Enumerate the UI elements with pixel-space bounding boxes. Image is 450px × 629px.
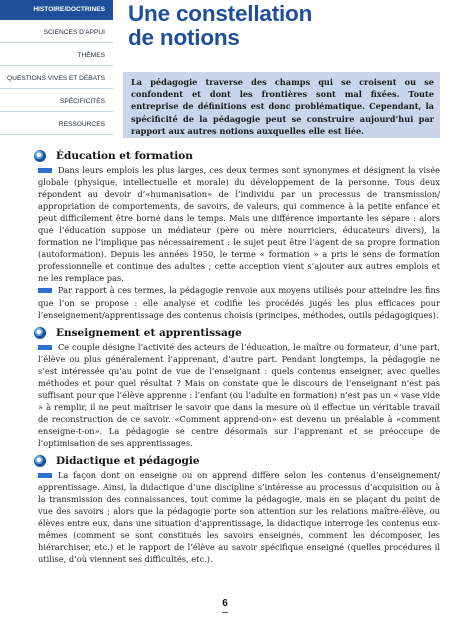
section-title: Didactique et pédagogie xyxy=(56,455,200,468)
paragraph xyxy=(38,341,440,449)
section-heading-education xyxy=(38,148,440,164)
nav-item-specificites[interactable]: SPÉCIFICITÉS xyxy=(0,92,113,112)
paragraph xyxy=(38,164,440,284)
main-content xyxy=(38,148,440,565)
section-title: Éducation et formation xyxy=(56,150,193,162)
nav-item-questions-vives[interactable]: QUESTIONS VIVES ET DÉBATS xyxy=(0,69,113,89)
paragraph-dash-icon xyxy=(38,288,52,293)
paragraph xyxy=(38,469,440,565)
section-bullet-icon xyxy=(34,150,46,162)
paragraph-text: Ce couple désigne l’activité des acteurs de l’éducation, le maître ou formateur, d’une part, l’élève ou plus généralement l’apprenant, d’autre part. Pendant longtemps, la pédagogie ne s’est intéressée qu’au point de vue de l’enseignant : quels contenus enseigner, avec quelles méthodes et pour quel résultat ? Mais on constate que le discours de l’enseignant n’est pas suffisant pour que l’élève apprenne : l’enfant (ou l’adulte en formation) n’est pas un « vase vide » à remplir, il ne peut maîtriser le savoir que dans la mesure où il effectue un véritable travail de reconstruction de ce savoir. «Comment apprend-on» est devenu un préalable à «comment enseigne-t-on». La pédagogie se centre désormais sur l’apprenant et se préoccupe de l’optimisation de ses apprentissages. xyxy=(38,341,440,448)
nav-item-sciences-appui[interactable]: SCIENCES D'APPUI xyxy=(0,23,113,43)
paragraph-dash-icon xyxy=(38,473,52,478)
paragraph-text: Dans leurs emplois les plus larges, ces deux termes sont synonymes et désignent la visée globale (physique, intellectuelle et morale) du développement de la personne. Tous deux répondent au devoir d’«humanisation» de l’individu par un processus de transmission/ appropriation de comportements, de savoirs, de valeurs, qui commence à la petite enfance et peut difficilement être borné dans le temps. Mais une différence importante les sépare : alors que l’éducation suppose un médiateur (père ou mère nourriciers, éducateurs divers), la formation ne l’implique pas nécessairement : le sujet peut être l’agent de sa propre formation (autoformation). Depuis les années 1950, le terme « formation » a pris le sens de formation professionnelle et continue des adultes ; cette acception vient s’ajouter aux autres emplois et ne les remplace pas. xyxy=(38,165,440,284)
nav-item-themes[interactable]: THÈMES xyxy=(0,46,113,66)
page-title-line1: Une constellation xyxy=(128,1,313,26)
paragraph-dash-icon xyxy=(38,345,52,350)
section-title: Enseignement et apprentissage xyxy=(56,326,242,339)
nav-item-histoire-doctrines[interactable]: HISTOIRE/DOCTRINES xyxy=(0,0,113,20)
nav-item-ressources[interactable]: RESSOURCES xyxy=(0,115,113,135)
paragraph-dash-icon xyxy=(38,168,52,173)
section-bullet-icon xyxy=(34,327,46,339)
page-title xyxy=(128,2,312,50)
page-number-underline xyxy=(222,612,228,613)
paragraph-text: Par rapport à ces termes, la pédagogie renvoie aux moyens utilisés pour atteindre les fins que l’on se propose : elle analyse et codifie les procédés jugés les plus efficaces pour l’enseignement/apprentissage des contenus choisis (principes, méthodes, outils pédagogiques). xyxy=(38,285,440,320)
sidebar-nav xyxy=(0,0,113,135)
page-number: 6 xyxy=(222,598,228,609)
paragraph-text: La façon dont on enseigne ou on apprend diffère selon les contenus d’enseignement/ apprentissage. Ainsi, la didactique d’une discipline s’intéresse au processus d’acquisition ou à la transmission des connaissances, tout comme la pédagogie, mais en se plaçant du point de vue des savoirs ; alors que la pédagogie porte son attention sur les relations maître-élève, ou élèves entre eux, dans une situation d’apprentissage, la didactique interroge les contenus eux-mêmes (comment se sont constitués les savoirs enseignés, comment les décomposer, les hiérarchiser, etc.) et le rapport de l’élève au savoir spécifique enseigné (quelles procédures il utilise, d’où viennent ses difficultés, etc.). xyxy=(38,470,440,565)
section-heading-didactique xyxy=(38,453,440,469)
page-title-line2: de notions xyxy=(128,25,240,50)
paragraph xyxy=(38,284,440,320)
intro-box: La pédagogie traverse des champs qui se croisent ou se confondent et dont les frontières sont mal fixées. Toute entreprise de définitions est donc problématique. Cependant, la spécificité de la pédagogie peut se construire aujourd’hui par rapport aux autres notions auxquelles elle est liée. xyxy=(123,72,440,138)
section-heading-enseignement xyxy=(38,325,440,341)
section-bullet-icon xyxy=(34,455,46,467)
